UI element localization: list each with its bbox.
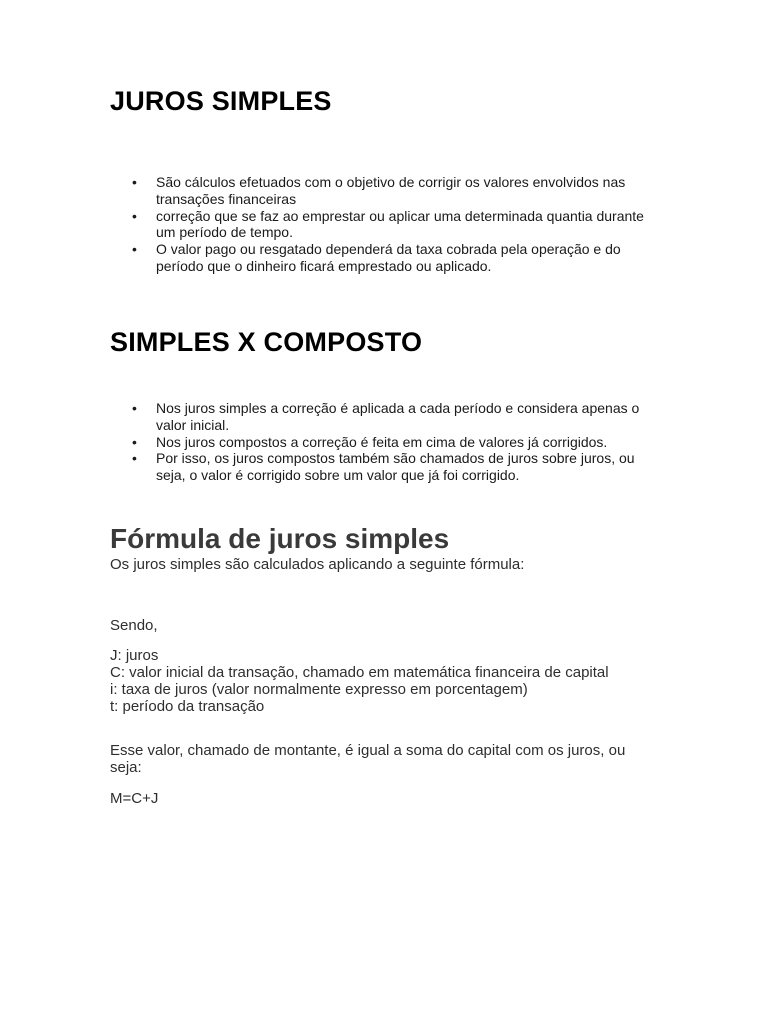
list-item xyxy=(132,450,662,484)
bullet-text-line: Nos juros simples a correção é aplicada a cada período e considera apenas o xyxy=(156,400,640,416)
list-item xyxy=(132,174,662,208)
bullet-dot: • xyxy=(132,241,137,258)
bullet-text-line: um período de tempo. xyxy=(156,224,293,241)
sendo-line: Sendo, xyxy=(110,617,158,634)
formula-intro-text xyxy=(110,556,670,573)
list-item xyxy=(132,208,662,242)
heading-simples-x-composto: SIMPLES X COMPOSTO xyxy=(110,327,423,357)
definition-capital: C: valor inicial da transação, chamado em matemática financeira de capital xyxy=(110,664,609,681)
juros-simples-bullet-list xyxy=(132,174,662,275)
bullet-text-line: São cálculos efetuados com o objetivo de corrigir os valores envolvidos nas xyxy=(156,174,626,190)
bullet-text-line: Nos juros compostos a correção é feita em cima de valores já corrigidos. xyxy=(156,433,608,450)
bullet-text-line: transações financeiras xyxy=(156,190,297,207)
bullet-text-line: O valor pago ou resgatado dependerá da taxa cobrada pela operação e do xyxy=(156,241,621,258)
bullet-dot: • xyxy=(132,450,137,467)
definition-taxa: i: taxa de juros (valor normalmente expresso em porcentagem) xyxy=(110,681,528,698)
bullet-dot: • xyxy=(132,400,137,416)
definition-juros: J: juros xyxy=(110,647,159,664)
list-item xyxy=(132,241,662,275)
bullet-text-line: correção que se faz ao emprestar ou aplicar uma determinada quantia durante xyxy=(156,207,644,224)
definitions-block xyxy=(110,647,670,715)
montante-line: seja: xyxy=(110,759,142,776)
formula-text xyxy=(110,790,670,807)
intro-line: Os juros simples são calculados aplicando a seguinte fórmula: xyxy=(110,556,525,573)
heading-juros-simples: JUROS SIMPLES xyxy=(110,86,332,116)
bullet-dot: • xyxy=(132,433,137,450)
sendo-text xyxy=(110,617,670,634)
bullet-text-line: período que o dinheiro ficará emprestado ou aplicado. xyxy=(156,257,492,274)
list-item xyxy=(132,434,662,451)
bullet-text-line: valor inicial. xyxy=(156,416,230,433)
montante-line: Esse valor, chamado de montante, é igual a soma do capital com os juros, ou xyxy=(110,742,626,759)
bullet-text-line: seja, o valor é corrigido sobre um valor que já foi corrigido. xyxy=(156,467,520,484)
bullet-text-line: Por isso, os juros compostos também são chamados de juros sobre juros, ou xyxy=(156,450,635,467)
definition-periodo: t: período da transação xyxy=(110,698,265,715)
list-item xyxy=(132,400,662,434)
simples-composto-bullet-list xyxy=(132,400,662,484)
montante-text xyxy=(110,742,670,776)
formula-line: M=C+J xyxy=(110,790,159,807)
heading-formula-juros-simples: Fórmula de juros simples xyxy=(110,523,450,554)
bullet-dot: • xyxy=(132,174,137,190)
bullet-dot: • xyxy=(132,207,137,224)
